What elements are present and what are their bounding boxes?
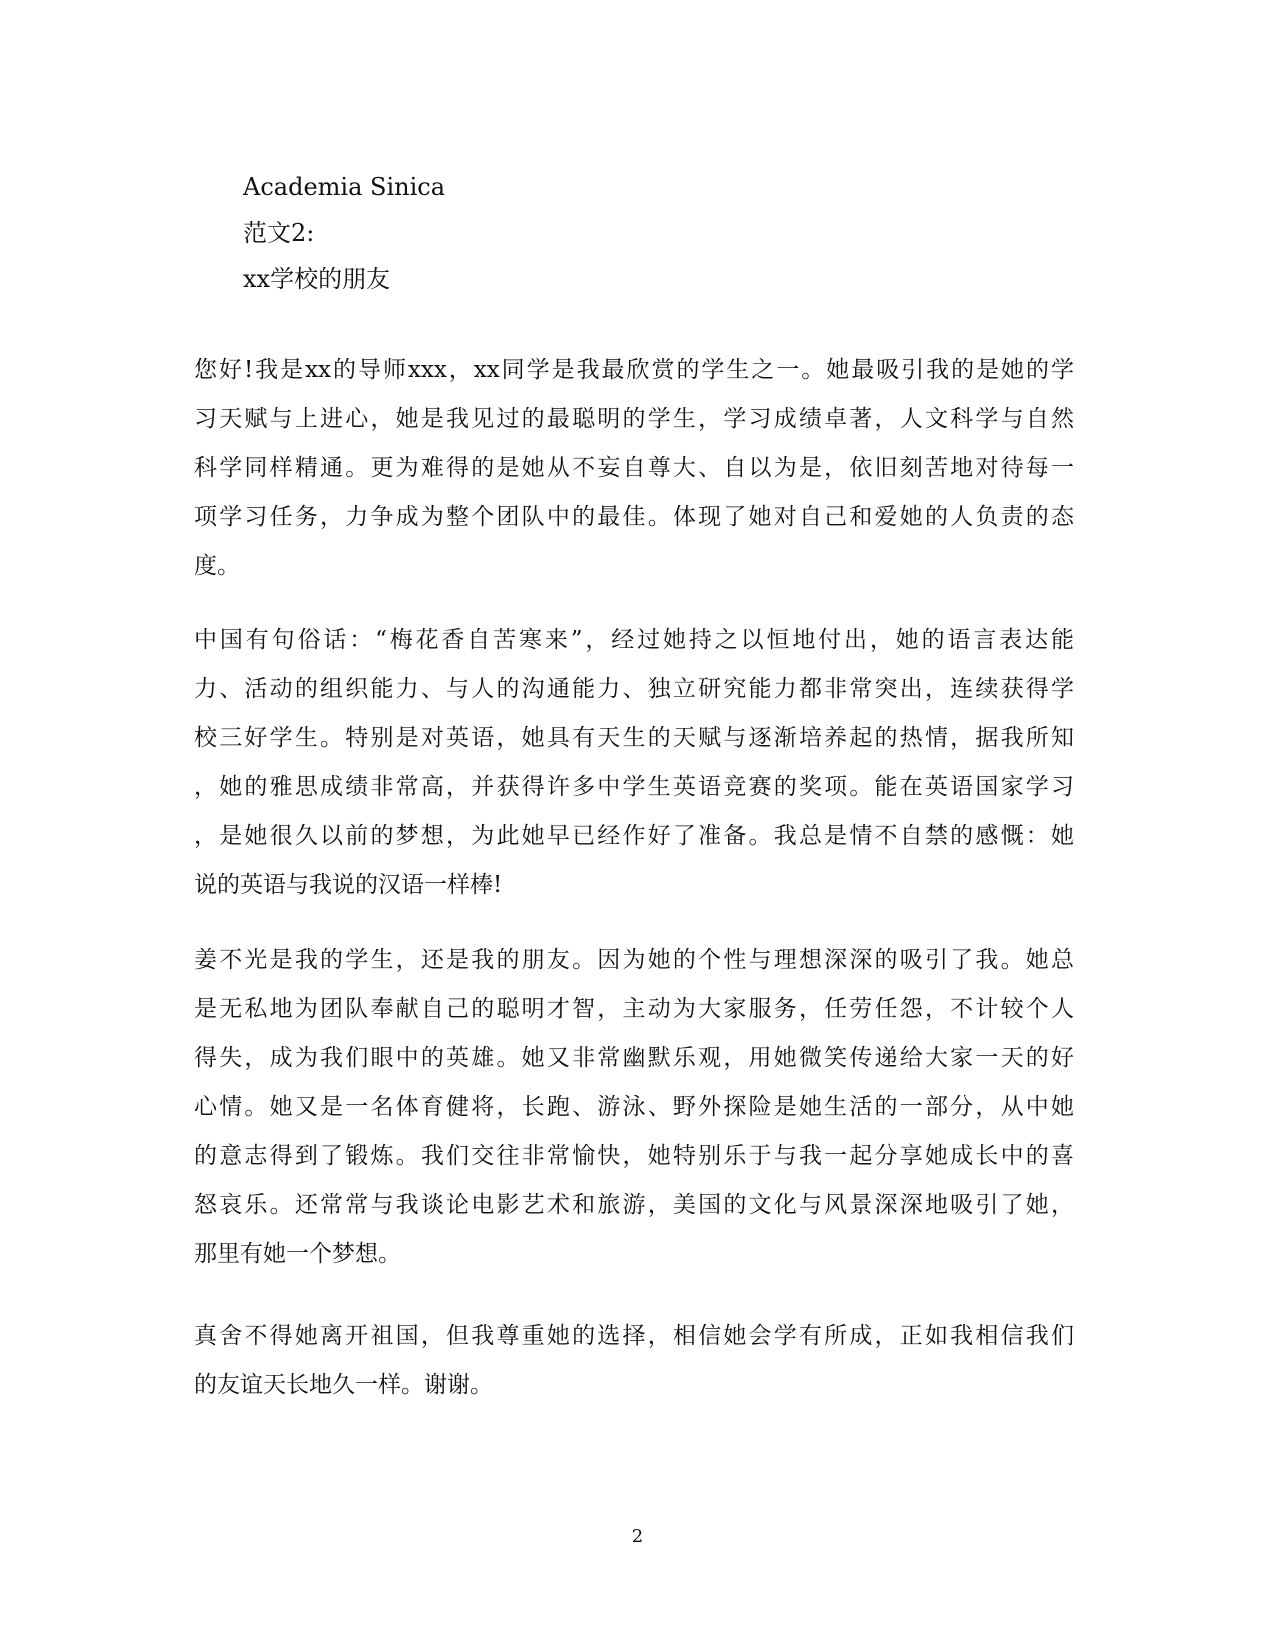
paragraph-2 [194,616,1074,910]
text-line: ，她的雅思成绩非常高，并获得许多中学生英语竞赛的奖项。能在英语国家学习 [194,774,1074,800]
text-line: 中国有句俗话：“梅花香自苦寒来”，经过她持之以恒地付出，她的语言表达能 [194,627,1074,653]
header-sample-label: 范文2: [243,219,315,247]
text-line: 那里有她一个梦想。 [194,1241,401,1267]
text-line: 心情。她又是一名体育健将，长跑、游泳、野外探险是她生活的一部分，从中她 [194,1094,1074,1120]
text-line: 是无私地为团队奉献自己的聪明才智，主动为大家服务，任劳任怨，不计较个人 [194,996,1074,1022]
paragraph-1 [194,346,1074,591]
text-line: 说的英语与我说的汉语一样棒! [194,872,503,898]
text-line: 姜不光是我的学生，还是我的朋友。因为她的个性与理想深深的吸引了我。她总 [194,947,1074,973]
text-line: 科学同样精通。更为难得的是她从不妄自尊大、自以为是，依旧刻苦地对待每一 [194,455,1074,481]
text-line: 校三好学生。特别是对英语，她具有天生的天赋与逐渐培养起的热情，据我所知 [194,725,1074,751]
header-institution: Academia Sinica [243,173,446,201]
paragraph-4 [194,1312,1074,1410]
text-line: 项学习任务，力争成为整个团队中的最佳。体现了她对自己和爱她的人负责的态 [194,504,1074,530]
header-salutation: xx学校的朋友 [243,265,391,293]
paragraph-3 [194,936,1074,1279]
text-line: 度。 [194,553,240,579]
text-line: 您好!我是xx的导师xxx，xx同学是我最欣赏的学生之一。她最吸引我的是她的学 [194,357,1074,383]
text-line: ，是她很久以前的梦想，为此她早已经作好了准备。我总是情不自禁的感慨：她 [194,823,1074,849]
text-line: 真舍不得她离开祖国，但我尊重她的选择，相信她会学有所成，正如我相信我们 [194,1323,1074,1349]
page-number: 2 [631,1526,644,1547]
text-line: 习天赋与上进心，她是我见过的最聪明的学生，学习成绩卓著，人文科学与自然 [194,406,1074,432]
text-line: 的意志得到了锻炼。我们交往非常愉快，她特别乐于与我一起分享她成长中的喜 [194,1143,1074,1169]
text-line: 得失，成为我们眼中的英雄。她又非常幽默乐观，用她微笑传递给大家一天的好 [194,1045,1074,1071]
text-line: 怒哀乐。还常常与我谈论电影艺术和旅游，美国的文化与风景深深地吸引了她， [194,1192,1074,1218]
text-line: 力、活动的组织能力、与人的沟通能力、独立研究能力都非常突出，连续获得学 [194,676,1074,702]
text-line: 的友谊天长地久一样。谢谢。 [194,1372,493,1398]
